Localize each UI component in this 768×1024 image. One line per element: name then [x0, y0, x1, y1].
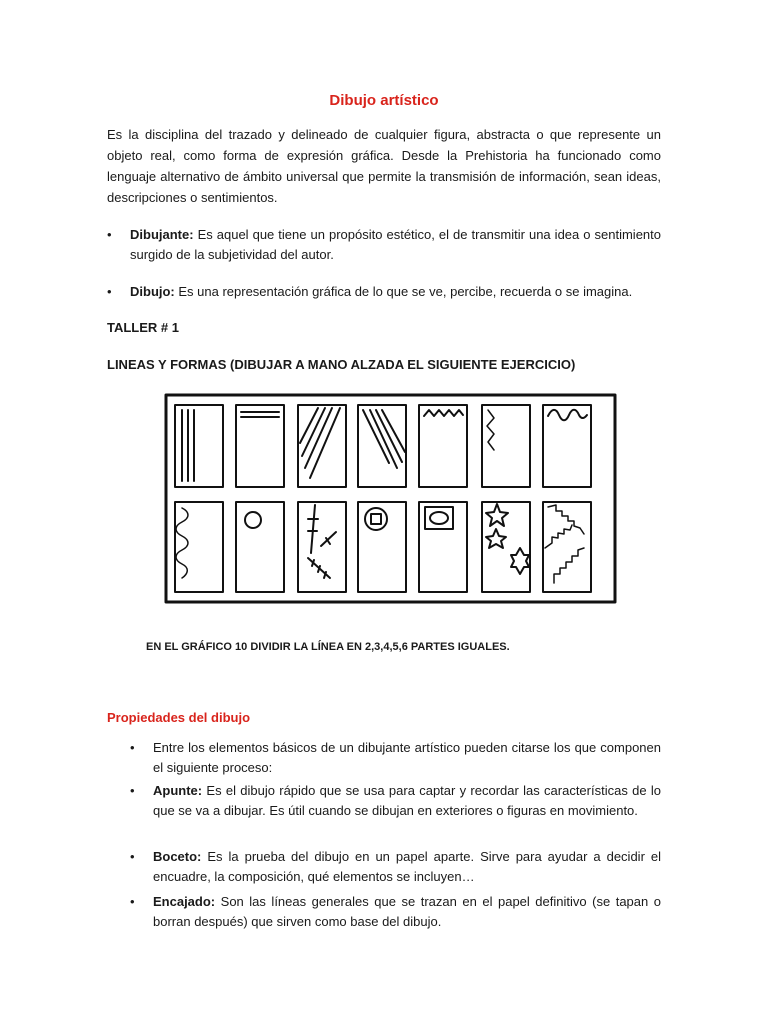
property-item-encajado [130, 892, 661, 932]
panel-7 [543, 405, 591, 487]
property-item-boceto [130, 847, 661, 887]
bullet-icon: • [107, 284, 112, 299]
panel-13 [482, 502, 530, 592]
definition-item-dibujante [107, 225, 661, 265]
bullet-icon: • [130, 783, 135, 798]
panel-11 [358, 502, 406, 592]
term-label: Encajado: [153, 894, 216, 909]
panel-14 [543, 502, 591, 592]
panel-8 [175, 502, 223, 592]
document-title: Dibujo artístico [329, 92, 439, 109]
bullet-icon: • [130, 849, 135, 864]
panel-4 [358, 405, 406, 487]
properties-heading: Propiedades del dibujo [107, 710, 251, 725]
property-text: Es la prueba del dibujo en un papel aparte. Sirve para ayudar a decidir el encuadre, la composición, qué elementos se incluyen… [153, 849, 661, 884]
term-label: Apunte: [153, 783, 203, 798]
definition-text: Es una representación gráfica de lo que se ve, percibe, recuerda o se imagina. [174, 284, 633, 299]
term-label: Boceto: [153, 849, 202, 864]
panel-1 [175, 405, 223, 487]
definition-text: Es aquel que tiene un propósito estético, el de transmitir una idea o sentimiento surgido de la subjetividad del autor. [130, 227, 661, 262]
panel-5 [419, 405, 467, 487]
panel-12 [419, 502, 467, 592]
term-label: Dibujante: [130, 227, 194, 242]
panel-6 [482, 405, 530, 487]
property-item-intro [130, 738, 661, 778]
panel-3 [298, 405, 346, 487]
panel-10 [298, 502, 346, 592]
bullet-icon: • [130, 740, 135, 755]
panel-9 [236, 502, 284, 592]
definition-item-dibujo [107, 282, 661, 302]
figure-caption: EN EL GRÁFICO 10 DIVIDIR LA LÍNEA EN 2,3,4,5,6 PARTES IGUALES. [146, 641, 510, 653]
bullet-icon: • [130, 894, 135, 909]
property-text: Entre los elementos básicos de un dibujante artístico pueden citarse los que componen el siguiente proceso: [153, 740, 661, 775]
panel-2 [236, 405, 284, 487]
property-text: Es el dibujo rápido que se usa para captar y recordar las características de lo que se va a dibujar. Es útil cuando se dibujan en exteriores o figuras en movimiento. [153, 783, 661, 818]
property-text: Son las líneas generales que se trazan en el papel definitivo (se tapan o borran después) que sirven como base del dibujo. [153, 894, 661, 929]
property-item-apunte [130, 781, 661, 821]
bullet-icon: • [107, 227, 112, 242]
intro-paragraph: Es la disciplina del trazado y delineado de cualquier figura, abstracta o que represente un objeto real, como forma de expresión gráfica. Desde la Prehistoria ha funcionado como lenguaje alternativo de ámbito universal que permite la transmisión de información, sean ideas, descripciones o sentimientos. [107, 127, 661, 205]
term-label: Dibujo: [130, 284, 175, 299]
workshop-label: TALLER # 1 [107, 320, 179, 335]
exercise-figure [160, 388, 622, 612]
exercise-heading: LINEAS Y FORMAS (DIBUJAR A MANO ALZADA EL SIGUIENTE EJERCICIO) [107, 357, 576, 372]
